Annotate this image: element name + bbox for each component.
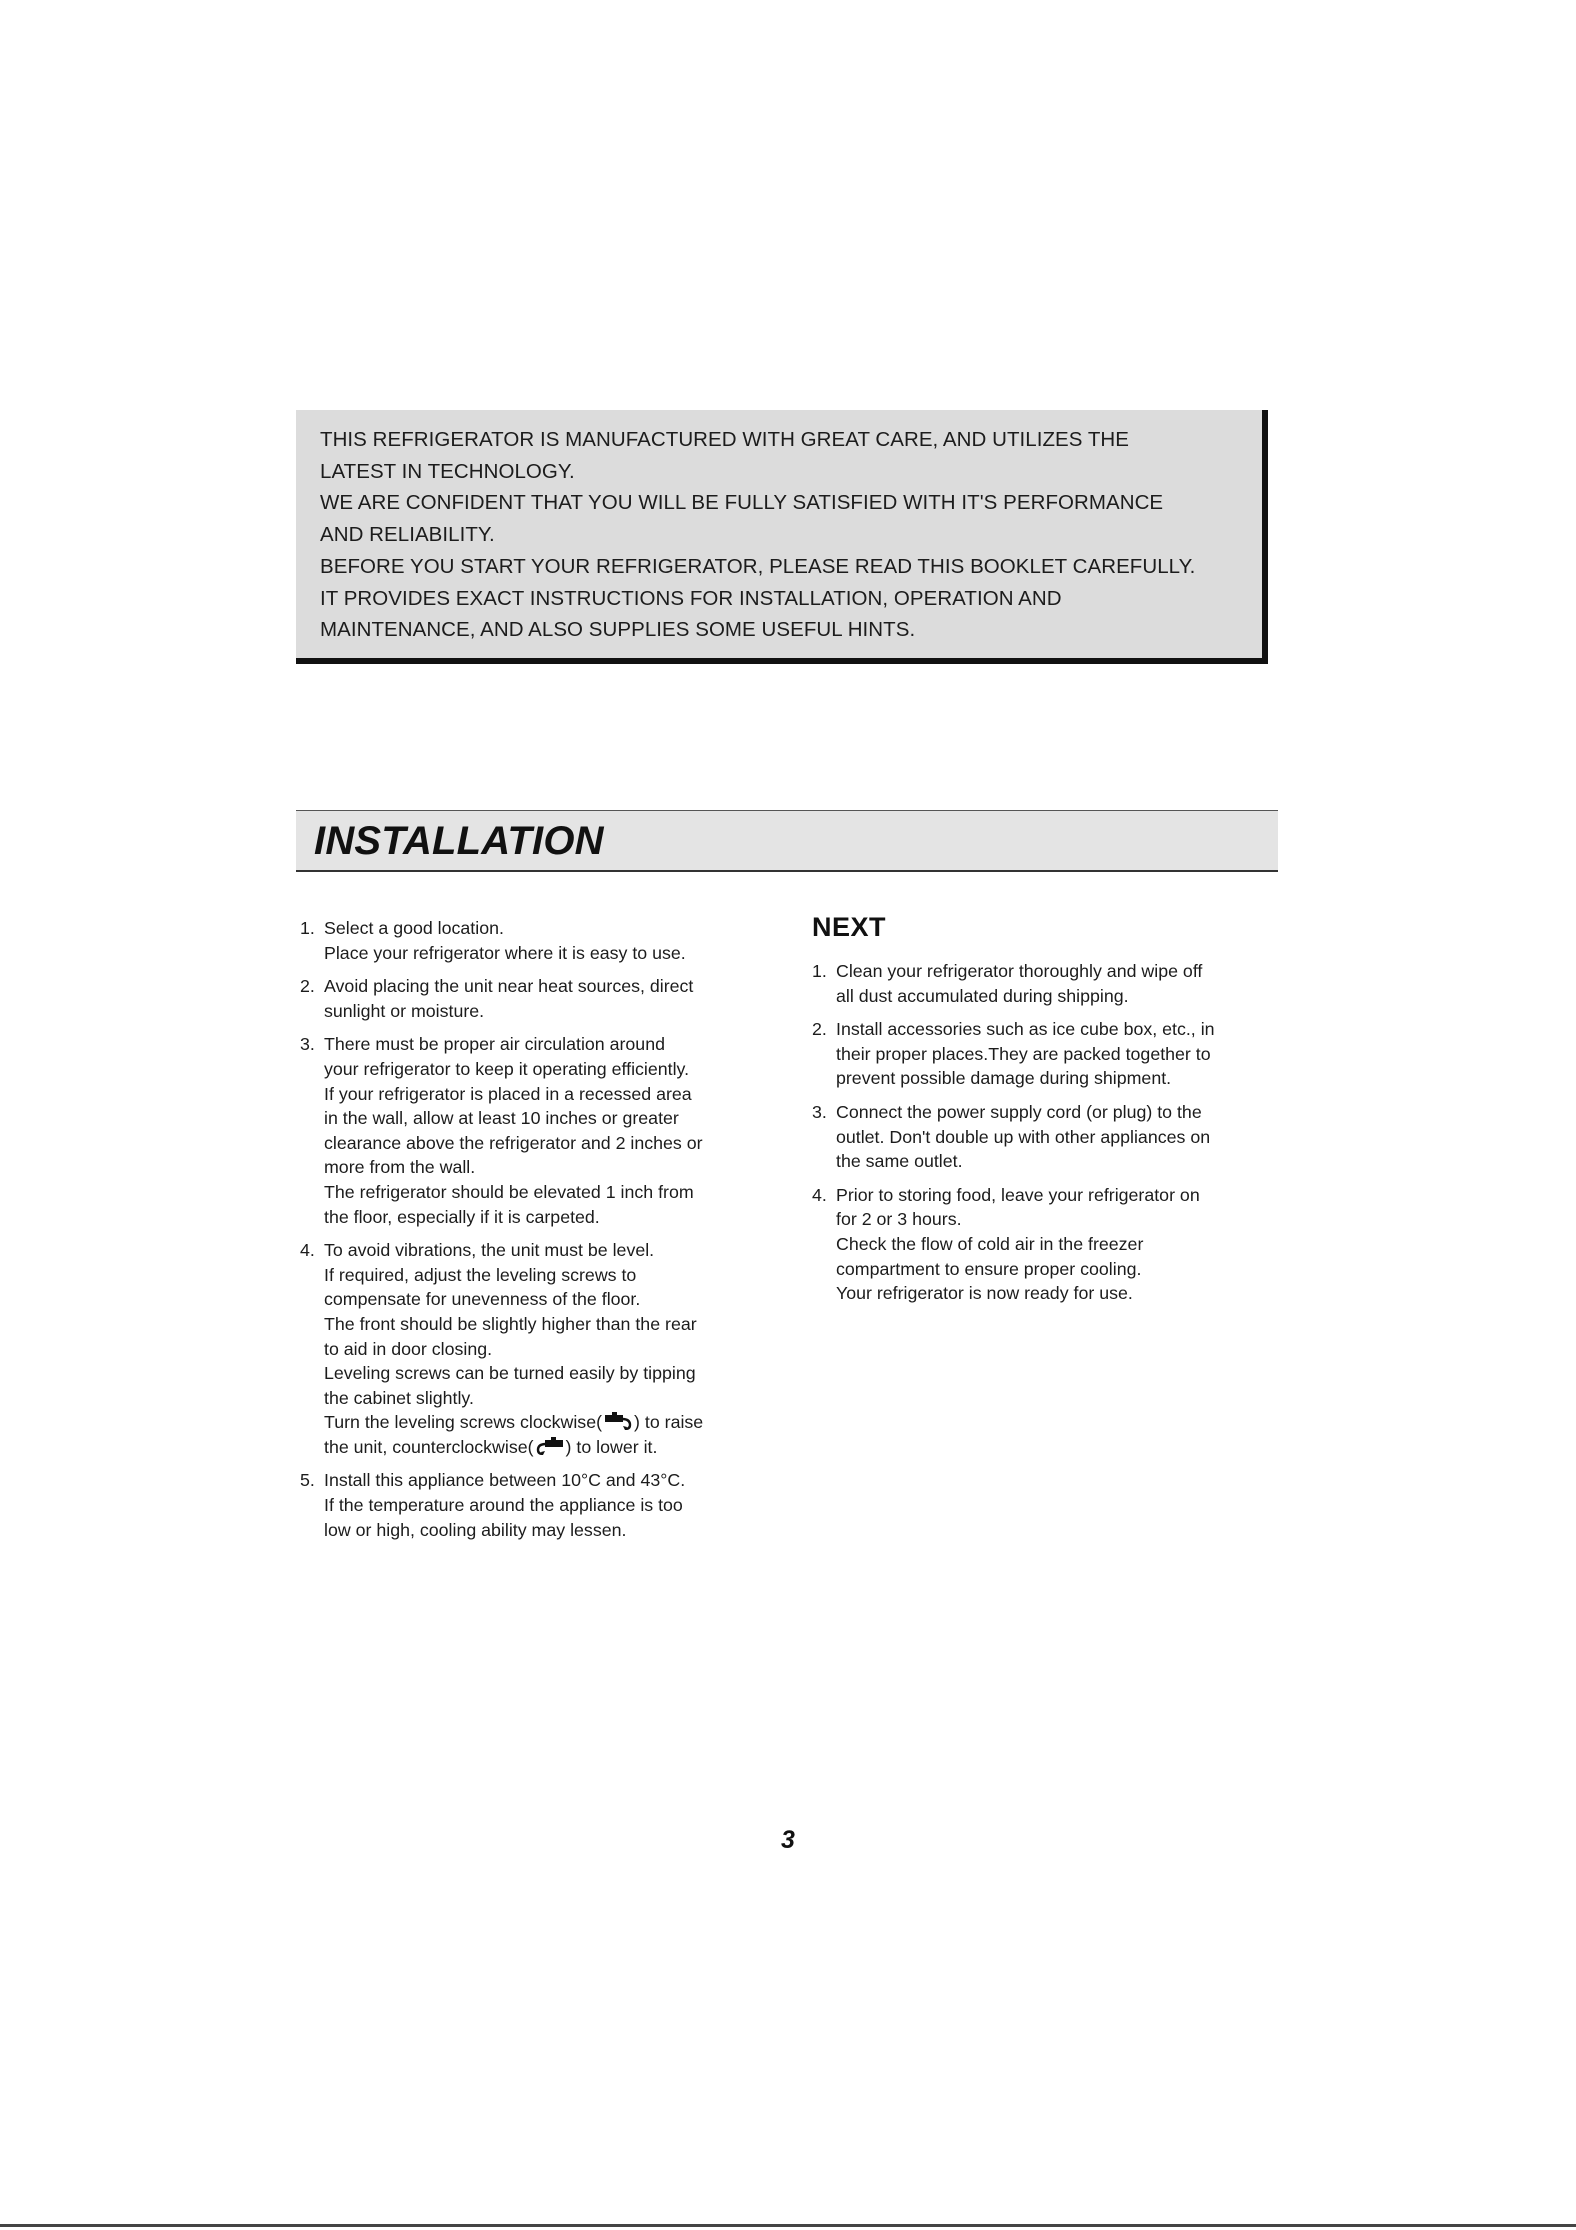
- next-section: [812, 912, 1282, 1315]
- step-line: Check the flow of cold air in the freezer: [836, 1233, 1144, 1254]
- step-line: Avoid placing the unit near heat sources, direct: [324, 976, 694, 997]
- step-number: 2.: [300, 976, 315, 997]
- step-line: The front should be slightly higher than the rear: [324, 1313, 697, 1334]
- step-text: [836, 1100, 1282, 1174]
- next-step: [812, 959, 1282, 1008]
- installation-list: [300, 916, 770, 1551]
- step-line: Prior to storing food, leave your refrigerator on: [836, 1184, 1200, 1205]
- step-line: more from the wall.: [324, 1157, 476, 1178]
- step-line: all dust accumulated during shipping.: [836, 985, 1129, 1006]
- intro-notice-box: [296, 410, 1268, 664]
- step-line: Leveling screws can be turned easily by tipping: [324, 1363, 696, 1384]
- step-line: prevent possible damage during shipment.: [836, 1068, 1172, 1089]
- step-line: Clean your refrigerator thoroughly and wipe off: [836, 961, 1203, 981]
- step-line: the floor, especially if it is carpeted.: [324, 1206, 600, 1227]
- step-line: the cabinet slightly.: [324, 1387, 474, 1408]
- step-line: If the temperature around the appliance is too: [324, 1495, 683, 1516]
- step-line: your refrigerator to keep it operating efficiently.: [324, 1058, 690, 1079]
- step-line: There must be proper air circulation around: [324, 1034, 665, 1055]
- step-line: outlet. Don't double up with other appliances on: [836, 1126, 1211, 1147]
- step-number: 3.: [300, 1034, 315, 1055]
- step-line: compensate for unevenness of the floor.: [324, 1289, 641, 1310]
- bottom-divider: [0, 2224, 1576, 2227]
- notice-line: WE ARE CONFIDENT THAT YOU WILL BE FULLY SATISFIED WITH IT'S PERFORMANCE: [320, 491, 1164, 515]
- notice-line: MAINTENANCE, AND ALSO SUPPLIES SOME USEFUL HINTS.: [320, 618, 916, 642]
- step-line: If your refrigerator is placed in a recessed area: [324, 1083, 692, 1104]
- lower-text-after: ) to lower it.: [565, 1436, 658, 1457]
- step-number: 4.: [300, 1240, 315, 1261]
- step-number: 3.: [812, 1101, 827, 1122]
- notice-line: AND RELIABILITY.: [320, 523, 495, 547]
- next-step: [812, 1183, 1282, 1306]
- notice-line: IT PROVIDES EXACT INSTRUCTIONS FOR INSTALLATION, OPERATION AND: [320, 586, 1062, 610]
- step-line: in the wall, allow at least 10 inches or greater: [324, 1108, 679, 1129]
- step-text: [324, 1468, 770, 1542]
- leveling-screw-counterclockwise-icon: [535, 1437, 565, 1455]
- step-text: [324, 974, 770, 1023]
- step-line: their proper places.They are packed together to: [836, 1043, 1211, 1064]
- notice-line: THIS REFRIGERATOR IS MANUFACTURED WITH GREAT CARE, AND UTILIZES THE: [320, 428, 1130, 451]
- step-line: Select a good location.: [324, 918, 504, 938]
- installation-step: [300, 1468, 770, 1542]
- step-line: To avoid vibrations, the unit must be level.: [324, 1240, 655, 1261]
- step-text: [836, 1017, 1282, 1091]
- step-line-raise: [324, 1410, 770, 1435]
- step-line: sunlight or moisture.: [324, 1000, 485, 1021]
- installation-step: [300, 1032, 770, 1229]
- step-number: 4.: [812, 1184, 827, 1205]
- step-line: Your refrigerator is now ready for use.: [836, 1283, 1133, 1304]
- step-line: The refrigerator should be elevated 1 inch from: [324, 1181, 694, 1202]
- step-line: to aid in door closing.: [324, 1338, 493, 1359]
- installation-step: [300, 916, 770, 965]
- notice-line: BEFORE YOU START YOUR REFRIGERATOR, PLEASE READ THIS BOOKLET CAREFULLY.: [320, 554, 1196, 578]
- step-text: [836, 1183, 1282, 1306]
- installation-section-header: [296, 810, 1278, 872]
- step-line: compartment to ensure proper cooling.: [836, 1258, 1142, 1279]
- step-text: [836, 959, 1282, 1008]
- section-title: INSTALLATION: [314, 819, 604, 863]
- step-number: 1.: [812, 961, 827, 981]
- step-number: 1.: [300, 918, 315, 938]
- step-line: Install accessories such as ice cube box, etc., in: [836, 1019, 1215, 1040]
- raise-text-after: ) to raise: [634, 1412, 704, 1433]
- notice-line: LATEST IN TECHNOLOGY.: [320, 459, 575, 483]
- step-text: [324, 1032, 770, 1229]
- step-line: clearance above the refrigerator and 2 inches or: [324, 1132, 703, 1153]
- step-line: the same outlet.: [836, 1151, 963, 1172]
- next-step: [812, 1100, 1282, 1174]
- step-text: [324, 916, 770, 965]
- lower-text-before: the unit, counterclockwise(: [324, 1436, 534, 1457]
- next-title: NEXT: [812, 912, 887, 942]
- step-line: If required, adjust the leveling screws to: [324, 1264, 637, 1285]
- next-step: [812, 1017, 1282, 1091]
- step-line: low or high, cooling ability may lessen.: [324, 1519, 627, 1540]
- step-line: Connect the power supply cord (or plug) to the: [836, 1101, 1202, 1122]
- installation-step: [300, 1238, 770, 1459]
- step-line: for 2 or 3 hours.: [836, 1209, 962, 1230]
- step-number: 5.: [300, 1470, 315, 1491]
- installation-step: [300, 974, 770, 1023]
- step-line-lower: [324, 1435, 770, 1460]
- page-number: 3: [781, 1826, 795, 1854]
- step-line: Install this appliance between 10°C and 43°C.: [324, 1470, 686, 1491]
- step-text: [324, 1238, 770, 1459]
- leveling-screw-clockwise-icon: [603, 1412, 633, 1430]
- step-line: Place your refrigerator where it is easy to use.: [324, 942, 686, 963]
- step-number: 2.: [812, 1019, 827, 1040]
- raise-text-before: Turn the leveling screws clockwise(: [324, 1412, 603, 1433]
